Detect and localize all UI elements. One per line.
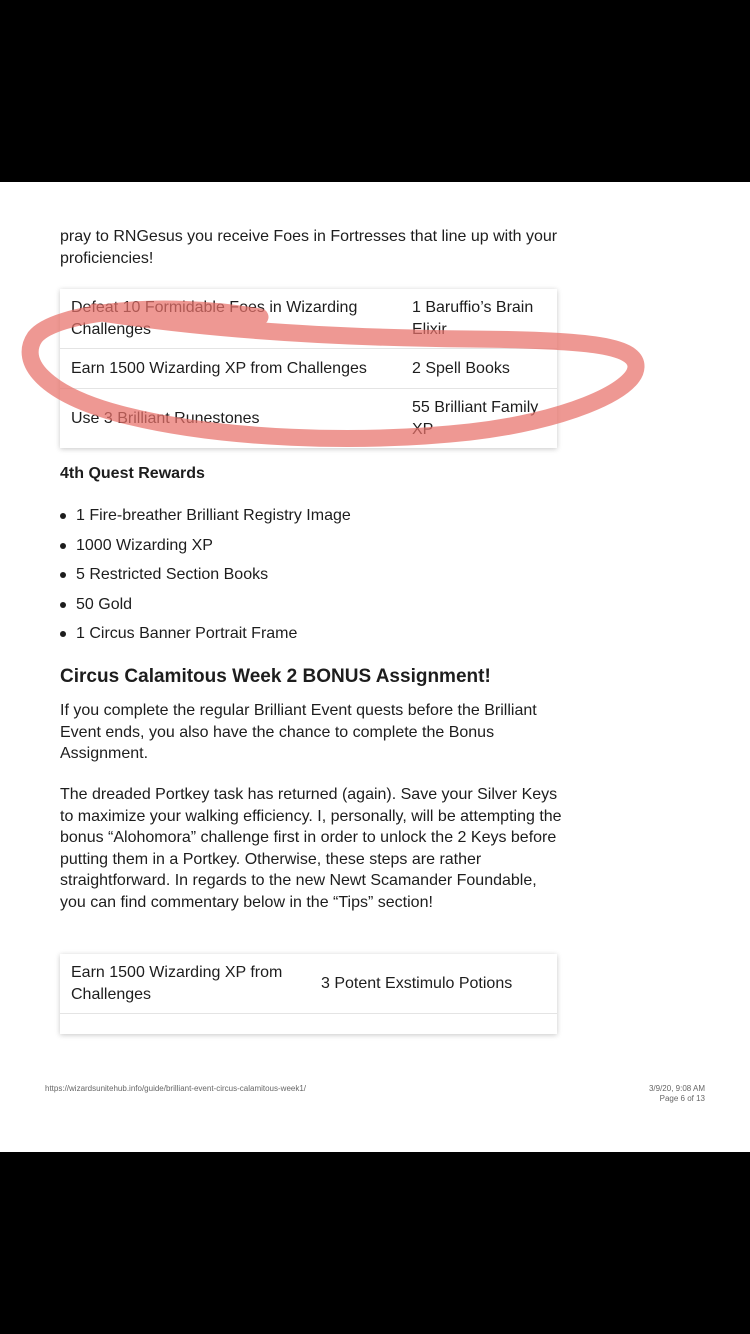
bonus-paragraph-1: If you complete the regular Brilliant Event quests before the Brilliant Event ends, you also have the chance to complete the Bonus Assignment. [60,702,537,762]
intro-paragraph: pray to RNGesus you receive Foes in Fortresses that line up with your proficiencies! [60,228,558,267]
reward-cell: 3 Potent Exstimulo Potions [321,974,513,992]
reward-cell: 1 Baruffio’s Brain Elixir [412,299,534,338]
list-item-label: 5 Restricted Section Books [76,566,269,583]
list-item [60,594,351,624]
reward-cell: 55 Brilliant Family XP [412,399,539,438]
list-item [60,505,351,535]
bullet-icon [60,602,66,608]
list-item [60,623,351,653]
footer-date [649,1084,705,1104]
footer-url: https://wizardsunitehub.info/guide/brilliant-event-circus-calamitous-week1/ [45,1084,307,1093]
table-row [60,389,557,448]
quest-table [60,289,557,448]
list-item [60,535,351,565]
list-item-label: 1 Fire-breather Brilliant Registry Image [76,507,351,524]
reward-cell [309,1014,557,1034]
bullet-icon [60,543,66,549]
bonus-table [60,954,557,1034]
reward-cell: 2 Spell Books [412,359,510,377]
task-cell: Defeat 10 Formidable Foes in Wizarding Challenges [71,299,358,338]
table-row [60,1014,557,1034]
bonus-paragraph-2: The dreaded Portkey task has returned (again). Save your Silver Keys to maximize your walking efficiency. I, personally, will be attempting the bonus “Alohomora” challenge first in order to unlock the 2 Keys before putting them in a Portkey. Otherwise, these steps are rather straightforward. In regards to the new Newt Scamander Foundable, you can find commentary below in the “Tips” section! [60,786,562,911]
task-cell [60,1014,309,1034]
task-cell: Use 3 Brilliant Runestones [71,409,260,427]
table-row [60,954,557,1014]
quest-rewards-list [60,505,351,653]
bullet-icon [60,513,66,519]
list-item-label: 50 Gold [76,595,133,613]
footer-page-number: Page 6 of 13 [659,1094,705,1103]
list-item-label: 1000 Wizarding XP [76,536,213,554]
bonus-heading: Circus Calamitous Week 2 BONUS Assignment! [60,666,491,687]
footer-datetime: 3/9/20, 9:08 AM [648,1084,705,1093]
quest-rewards-heading: 4th Quest Rewards [60,465,205,482]
list-item [60,564,351,594]
bullet-icon [60,631,66,637]
task-cell: Earn 1500 Wizarding XP from Challenges [71,964,283,1003]
table-row [60,349,557,389]
list-item-label: 1 Circus Banner Portrait Frame [76,625,298,642]
task-cell: Earn 1500 Wizarding XP from Challenges [71,359,367,377]
bullet-icon [60,572,66,578]
table-row [60,289,557,349]
document-page [0,182,750,1152]
